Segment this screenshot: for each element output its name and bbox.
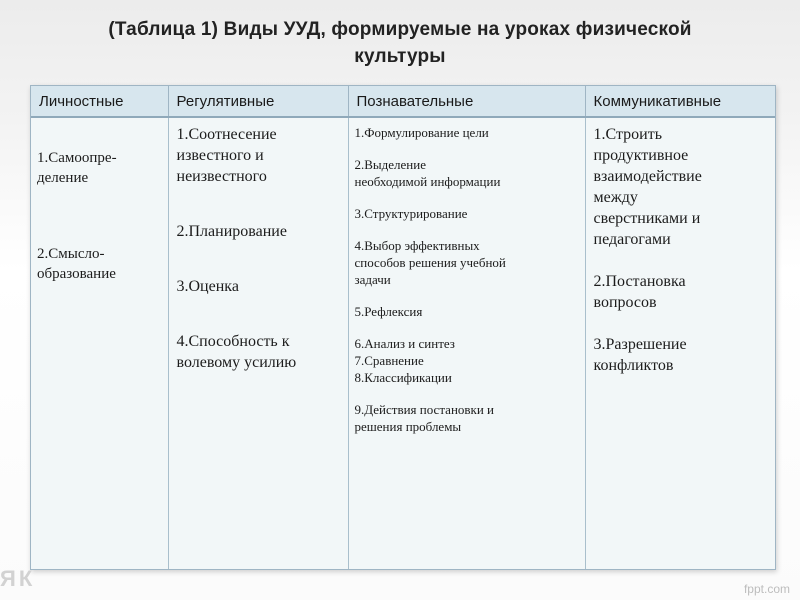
list-item: 1.Формулирование цели xyxy=(354,125,489,140)
list-item: 3.Структурирование xyxy=(354,206,468,221)
list-item: 7.Сравнение xyxy=(354,353,424,368)
list-item: 2.Выделение необходимой информации xyxy=(354,157,501,189)
header-personal: Личностные xyxy=(31,86,168,117)
table-header-row xyxy=(31,86,775,117)
list-item: 5.Рефлексия xyxy=(354,304,423,319)
list-item: 3.Оценка xyxy=(176,278,239,295)
title-line-1: (Таблица 1) Виды УУД, формируемые на уроках физической xyxy=(108,19,692,40)
list-item: 1.Соотнесение известного и неизвестного xyxy=(176,126,277,185)
list-item: 1.Самоопре- деление xyxy=(37,150,117,186)
faint-background-text: ЯК xyxy=(0,566,36,591)
list-item: 4.Выбор эффективных способов решения учебной задачи xyxy=(354,238,506,287)
list-item: 4.Способность к волевому усилию xyxy=(176,333,297,371)
footer-watermark: fppt.com xyxy=(743,582,790,596)
uud-table-grid xyxy=(31,86,775,569)
list-item: 2.Постановка вопросов xyxy=(593,273,686,311)
cell-regulatory xyxy=(168,117,348,569)
cell-communicative xyxy=(585,117,775,569)
list-item: 3.Разрешение конфликтов xyxy=(593,336,687,374)
title-line-2: культуры xyxy=(354,46,446,67)
list-item: 9.Действия постановки и решения проблемы xyxy=(354,402,495,434)
slide-title xyxy=(0,16,800,70)
list-item: 2.Планирование xyxy=(176,223,287,240)
cell-personal xyxy=(31,117,168,569)
list-item: 6.Анализ и синтез xyxy=(354,336,455,351)
list-item: 1.Строить продуктивное взаимодействие между сверстниками и педагогами xyxy=(593,126,702,248)
cell-cognitive xyxy=(348,117,585,569)
header-communicative: Коммуникативные xyxy=(585,86,775,117)
list-item: 2.Смысло- образование xyxy=(37,246,116,282)
uud-table xyxy=(30,85,776,570)
header-cognitive: Познавательные xyxy=(348,86,585,117)
header-regulatory: Регулятивные xyxy=(168,86,348,117)
table-row xyxy=(31,117,775,569)
list-item: 8.Классификации xyxy=(354,370,452,385)
